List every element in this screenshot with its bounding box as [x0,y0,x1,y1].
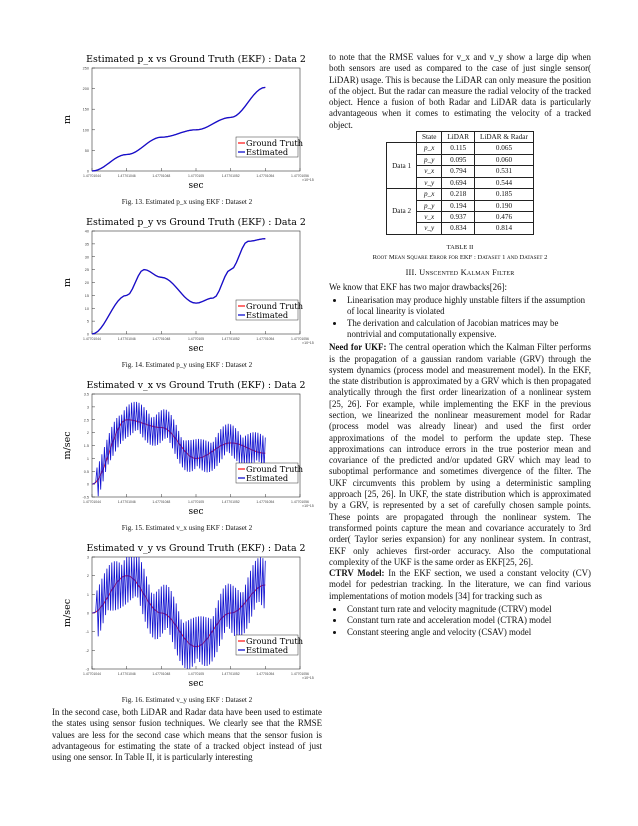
legend-label: Estimated [246,147,289,157]
x-tick-label: 1.47701048 [152,500,171,504]
list-item: • Constant steering angle and velocity (CSAV) model [345,627,591,638]
x-exponent: ×10^15 [302,178,314,182]
legend-label: Estimated [246,473,289,483]
x-tick-label: 1.47701054 [256,500,275,504]
drawbacks-list [329,295,591,340]
x-axis-label: sec [188,507,204,517]
left-paragraph: In the second case, both LiDAR and Radar data have been used to estimate the states using sensor fusion techniques. We clearly see that the RMSE values are less for the second case which means that the sensor fusion is advantageous for estimating the state of a tracked object instead of just using one sensor. In Table II, it is particularly interesting [52,707,322,763]
table-cell: 0.065 [474,143,533,154]
x-tick-label: 1.47701056 [291,174,309,178]
x-exponent: ×10^15 [302,341,314,345]
x-tick-label: 1.47701054 [256,672,275,676]
list-item: • The derivation and calculation of Jacobian matrices may be nontrivial and computationally expensive. [345,318,591,341]
need-paragraph [329,342,591,568]
chart-vy [52,541,322,695]
ctrv-text: In the EKF section, we used a constant velocity (CV) model for pedestrian tracking. In the literature, we can find various implementations of motion models [34] for tracking such as [329,568,591,601]
x-exponent: ×10^15 [302,504,314,508]
table-group-label: Data 2 [387,189,417,235]
y-axis-label: m [62,277,73,288]
series-estimated [92,87,265,171]
table-cell: 0.694 [442,177,475,188]
table-cell: 0.794 [442,166,475,177]
chart-vx [52,378,322,523]
chart-title: Estimated v_y vs Ground Truth (EKF) : Data 2 [86,543,306,554]
need-text: The central operation which the Kalman Filter performs is the propagation of a gaussian random variable (GRV) through the system dynamics (process model and measurement model). In the EKF, the state distribution is approximated by a GRV which is then propagated analytically through the first order linearization of a nonlinear system [25, 26]. For example, while implementing the EKF in the previous section, we linearized the nonlinear measurement model for Radar (process model was already linear) and used the first order approximations of the model to perform the update step. These approximations can introduce errors in the true posterior mean and covariance of the predicted and/or updated GRV which may lead to suboptimal performance and sometimes divergence of the filter. The UKF circumvents this problem by using a deterministic sampling approach [25, 26]. In UKF, the state distribution which is approximated by a GRV, is represented by a set of carefully chosen sample points. These points are propagated through the nonlinear system. The transformed points capture the mean and covariance accurately to 3rd order( Taylor series expansion) for any nonlinear system. In contrast, EKF only achieves first-order accuracy. Also the computational complexity of the UKF is the same order as EKF[25, 26]. [329,342,591,567]
y-tick-label: 1.5 [83,444,89,448]
x-axis-label: sec [188,344,204,354]
table-header: LiDAR & Radar [474,132,533,143]
table-cell: 0.531 [474,166,533,177]
x-axis-label: sec [188,181,204,191]
y-tick-label: 2 [86,431,89,436]
table-cell: p_y [417,154,442,165]
table-number: TABLE II [446,243,474,251]
x-tick-label: 1.47701044 [83,672,101,676]
right-column [329,52,591,640]
x-exponent: ×10^15 [302,676,314,680]
table-cell: p_x [417,143,442,154]
table-cell: 0.194 [442,200,475,211]
x-tick-label: 1.4770105 [187,672,205,676]
list-item: • Linearisation may produce highly unstable filters if the assumption of local linearity is violated [345,295,591,318]
x-tick-label: 1.47701046 [117,672,136,676]
x-tick-label: 1.47701046 [117,337,136,341]
y-tick-label: 40 [84,229,89,234]
y-axis-label: m/sec [62,598,73,628]
x-tick-label: 1.47701054 [256,174,275,178]
y-tick-label: 35 [84,242,89,247]
y-tick-label: 150 [82,107,89,112]
y-tick-label: 20 [84,281,89,285]
table-cell: v_y [417,177,442,188]
figure-16 [52,541,322,704]
table-cell: 0.834 [442,223,475,234]
y-tick-label: 25 [84,268,89,273]
x-tick-label: 1.47701052 [221,500,240,504]
x-tick-label: 1.47701054 [256,337,275,341]
series-ground-truth [92,87,265,171]
x-tick-label: 1.47701046 [117,500,136,504]
figure-caption: Fig. 16. Estimated v_y using EKF : Dataset 2 [121,696,253,704]
drawbacks-intro: We know that EKF has two major drawbacks[26]: [329,281,507,292]
table-header: LiDAR [442,132,475,143]
x-tick-label: 1.47701056 [291,500,309,504]
y-tick-label: 1 [86,592,89,597]
figure-13 [52,52,322,206]
figure-15 [52,378,322,532]
table-cell: 0.544 [474,177,533,188]
x-tick-label: 1.4770105 [187,500,205,504]
table-group-label: Data 1 [387,143,417,189]
x-tick-label: 1.47701056 [291,672,309,676]
table-cell: 0.095 [442,154,475,165]
y-tick-label: 250 [82,66,89,71]
y-axis-label: m/sec [62,431,73,460]
y-tick-label: 0 [86,611,89,616]
models-list [329,604,591,638]
x-tick-label: 1.4770105 [187,174,205,178]
table-header-row [387,132,534,143]
x-tick-label: 1.47701048 [152,174,171,178]
table-cell: p_x [417,189,442,200]
chart-px [52,52,322,197]
x-tick-label: 1.47701044 [83,174,101,178]
x-axis-label: sec [188,679,204,689]
table-cell: 0.218 [442,189,475,200]
list-item: • Constant turn rate and acceleration model (CTRA) model [345,615,591,626]
table-cell: 0.060 [474,154,533,165]
y-tick-label: 5 [86,319,89,324]
table-caption: Root Mean Square Error for EKF : Dataset 1 and Dataset 2 [372,253,548,261]
chart-title: Estimated p_x vs Ground Truth (EKF) : Data 2 [86,54,306,65]
list-item: • Constant turn rate and velocity magnitude (CTRV) model [345,604,591,615]
y-tick-label: 15 [84,293,89,298]
chart-py [52,215,322,360]
table-header: State [417,132,442,143]
need-label: Need for UKF: [329,342,387,353]
y-tick-label: 3 [86,405,89,410]
table-cell: 0.115 [442,143,475,154]
legend-label: Ground Truth [246,138,303,148]
table-cell: p_y [417,200,442,211]
y-tick-label: 0 [86,482,89,487]
y-tick-label: 10 [84,306,89,311]
y-tick-label: 1 [86,456,89,461]
table-row [387,143,534,154]
table-cell: v_x [417,166,442,177]
y-tick-label: 30 [84,255,89,260]
x-tick-label: 1.47701052 [221,672,240,676]
y-tick-label: -1 [85,630,89,635]
figure-caption: Fig. 14. Estimated p_y using EKF : Dataset 2 [121,361,253,369]
x-tick-label: 1.4770105 [187,337,205,341]
figure-caption: Fig. 13. Estimated p_x using EKF : Dataset 2 [121,198,253,206]
x-tick-label: 1.47701052 [221,337,240,341]
legend-label: Estimated [246,310,289,320]
figure-caption: Fig. 15. Estimated v_x using EKF : Dataset 2 [121,524,253,532]
table-cell: 0.476 [474,211,533,222]
x-tick-label: 1.47701048 [152,672,171,676]
x-tick-label: 1.47701044 [83,337,101,341]
table-cell: v_y [417,223,442,234]
ctrv-paragraph [329,568,591,602]
table-cell: 0.190 [474,200,533,211]
ctrv-label: CTRV Model: [329,568,385,579]
y-tick-label: 100 [82,128,89,133]
legend-label: Estimated [246,645,289,655]
table-row [387,189,534,200]
y-tick-label: 0 [86,169,89,174]
y-tick-label: 50 [84,148,89,153]
x-tick-label: 1.47701048 [152,337,171,341]
y-tick-label: 3 [86,555,89,560]
y-tick-label: 200 [82,87,89,92]
table-cell: 0.937 [442,211,475,222]
y-tick-label: -2 [85,648,89,653]
y-tick-label: 0.5 [83,469,89,474]
y-tick-label: -0.5 [82,495,89,500]
table-cell: v_x [417,211,442,222]
chart-title: Estimated v_x vs Ground Truth (EKF) : Data 2 [86,380,306,391]
table-cell: 0.814 [474,223,533,234]
x-tick-label: 1.47701052 [221,174,240,178]
chart-title: Estimated p_y vs Ground Truth (EKF) : Data 2 [86,217,306,228]
intro-paragraph: to note that the RMSE values for v_x and v_y show a large dip when both sensors are used as compared to the case of just single sensor( LiDAR) usage. This is because the LiDAR can only measure the position of the object. But the radar can measure the radial velocity of the tracked object. Hence a fusion of both Radar and LiDAR data is particularly advantageous when it comes to estimating the velocity of a tracked object. [329,52,591,130]
x-tick-label: 1.47701056 [291,337,309,341]
table-cell: 0.185 [474,189,533,200]
legend-label: Ground Truth [246,301,303,311]
section-heading: III. Unscented Kalman Filter [405,267,515,277]
rmse-table [386,131,534,235]
y-tick-label: 0 [86,332,89,337]
y-tick-label: 2.5 [83,418,89,423]
legend-label: Ground Truth [246,636,303,646]
left-column-text [52,707,322,763]
y-axis-label: m [62,114,73,125]
figure-14 [52,215,322,369]
y-tick-label: -3 [85,667,89,672]
y-tick-label: 3.5 [83,392,89,397]
legend-label: Ground Truth [246,464,303,474]
x-tick-label: 1.47701046 [117,174,136,178]
x-tick-label: 1.47701044 [83,500,101,504]
y-tick-label: 2 [86,574,89,579]
